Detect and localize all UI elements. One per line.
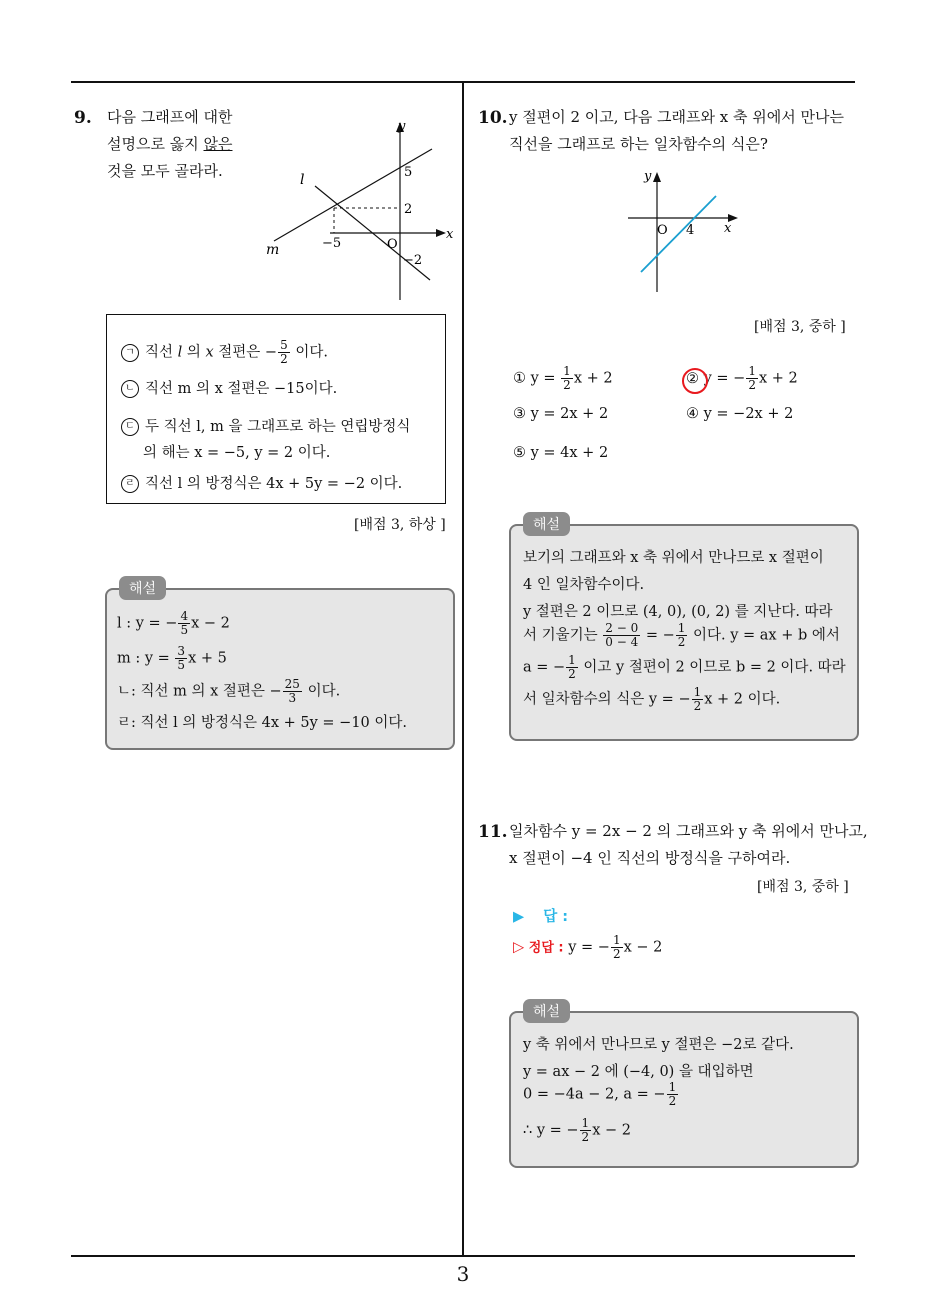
q11-expl-line3: 0 = −4a − 2, a = − $\frac{1}{2}$ xyxy=(523,1080,677,1108)
q10-expl-line4: 서 기울기는 $\frac{2 - 0}{0 - 4}$ = − $\frac{1}{2}$ 이다. y = ax + b 에서 xyxy=(523,621,840,649)
q9-choice-a: ㄱ 직선 l 의 x 절편은 − $\frac{5}{2}$ 이다. xyxy=(121,339,328,366)
q9-graph-y-label: y xyxy=(398,119,406,134)
q9-number: 9. xyxy=(74,108,92,128)
q11-explanation-tag: 해설 xyxy=(523,999,570,1023)
q11-expl-line1: y 축 위에서 만나므로 y 절편은 −2로 같다. xyxy=(523,1037,794,1053)
q11-expl-line4: ∴ y = − $\frac{1}{2}$ x − 2 xyxy=(523,1116,631,1144)
selected-answer-circle xyxy=(682,368,708,394)
q9-graph xyxy=(260,112,460,307)
q10-graph-y-label: y xyxy=(644,169,652,184)
page-number: 3 xyxy=(456,1262,470,1286)
q10-option-1[interactable]: ① y = $\frac{1}{2}$ x + 2 xyxy=(513,364,613,392)
column-divider xyxy=(462,83,464,1255)
q11-score: [배점 3, 중하 ] xyxy=(757,879,849,895)
q10-expl-line5: a = − $\frac{1}{2}$ 이고 y 절편이 2 이므로 b = 2 이다. 따라 xyxy=(523,653,846,681)
q9-expl-line-b: ㄴ: 직선 m 의 x 절편은 − $\frac{25}{3}$ 이다. xyxy=(117,677,341,705)
q9-graph-l-label: l xyxy=(300,172,305,188)
q10-graph-tick-4: 4 xyxy=(686,223,695,238)
q10-option-2[interactable]: ② y = − $\frac{1}{2}$ x + 2 xyxy=(686,365,798,392)
play-arrow-icon: ▶ xyxy=(513,909,525,925)
q9-choice-d: ㄹ 직선 l 의 방정식은 4x + 5y = −2 이다. xyxy=(121,472,402,493)
q10-graph-origin: O xyxy=(657,223,668,238)
q11-question: 일차함수 y = 2x − 2 의 그래프와 y 축 위에서 만나고, x 절편이 −4 인 직선의 방정식을 구하여라. xyxy=(509,822,868,867)
q9-graph-tick-2: 2 xyxy=(404,202,413,217)
q9-graph-tick-neg5: −5 xyxy=(322,236,342,251)
q9-explanation-tag: 해설 xyxy=(119,576,166,600)
q9-expl-line-m: m : y = $\frac{3}{5}$ x + 5 xyxy=(117,644,227,672)
q9-expl-line-d: ㄹ: 직선 l 의 방정식은 4x + 5y = −10 이다. xyxy=(117,715,408,731)
q10-graph-x-label: x xyxy=(724,221,732,236)
q9-explanation xyxy=(105,581,455,750)
q9-expl-line-l: l : y = − $\frac{4}{5}$ x − 2 xyxy=(117,609,230,637)
q11-correct-row: ▷ 정답 : y = − $\frac{1}{2}$ x − 2 xyxy=(513,933,663,961)
q10-option-3[interactable]: ③ y = 2x + 2 xyxy=(513,406,609,422)
q10-expl-line3: y 절편은 2 이므로 (4, 0), (0, 2) 를 지난다. 따라 xyxy=(523,604,833,620)
q10-expl-line6: 서 일차함수의 식은 y = − $\frac{1}{2}$ x + 2 이다. xyxy=(523,685,781,713)
q10-score: [배점 3, 중하 ] xyxy=(754,319,846,335)
q10-explanation-tag: 해설 xyxy=(523,512,570,536)
hollow-arrow-icon: ▷ xyxy=(513,939,525,956)
q10-option-5[interactable]: ⑤ y = 4x + 2 xyxy=(513,445,609,461)
q9-graph-tick-5: 5 xyxy=(404,165,413,180)
q9-choice-box xyxy=(106,314,446,504)
q11-explanation xyxy=(509,1004,859,1168)
q10-option-4[interactable]: ④ y = −2x + 2 xyxy=(686,406,794,422)
q9-choice-b: ㄴ 직선 m 의 x 절편은 −15이다. xyxy=(121,377,337,398)
q10-question: y 절편이 2 이고, 다음 그래프와 x 축 위에서 만나는 직선을 그래프로 하는 일차함수의 식은? xyxy=(509,108,844,153)
q10-explanation xyxy=(509,517,859,741)
q9-choice-c: ㄷ 두 직선 l, m 을 그래프로 하는 연립방정식 xyxy=(121,415,410,436)
q9-graph-tick-neg2: −2 xyxy=(403,253,423,268)
q11-answer-row: ▶ 답 : xyxy=(513,909,569,925)
q11-expl-line2: y = ax − 2 에 (−4, 0) 을 대입하면 xyxy=(523,1064,754,1080)
q9-graph-m-label: m xyxy=(266,242,280,258)
q10-number: 10. xyxy=(478,108,508,128)
q9-choice-c-cont: 의 해는 x = −5, y = 2 이다. xyxy=(143,445,331,461)
q9-score: [배점 3, 하상 ] xyxy=(354,517,446,533)
q10-expl-line2: 4 인 일차함수이다. xyxy=(523,577,645,593)
bottom-rule xyxy=(71,1255,855,1257)
q11-number: 11. xyxy=(478,822,508,842)
q9-graph-x-label: x xyxy=(446,227,454,242)
q9-graph-origin: O xyxy=(387,237,398,252)
q10-graph xyxy=(620,164,750,296)
q9-question: 다음 그래프에 대한 설명으로 옳지 않은 것을 모두 골라라. xyxy=(107,108,233,180)
q10-expl-line1: 보기의 그래프와 x 축 위에서 만나므로 x 절편이 xyxy=(523,550,824,566)
